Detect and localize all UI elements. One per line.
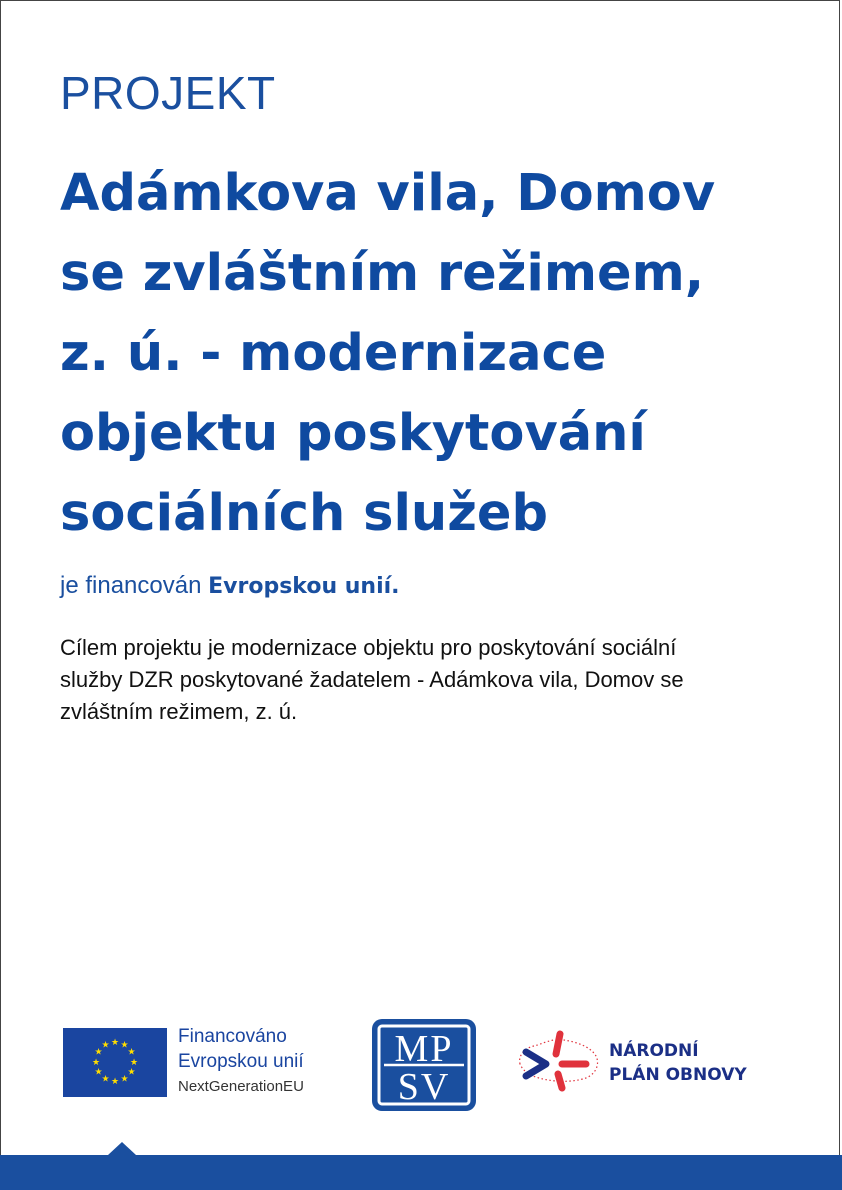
page-kicker: PROJEKT (60, 67, 276, 119)
eu-logo-line3: NextGenerationEU (178, 1078, 304, 1095)
mpsv-logo (372, 1019, 476, 1111)
svg-text:★: ★ (110, 1077, 120, 1087)
mpsv-logo-icon (372, 1019, 476, 1111)
title-line: z. ú. - modernizace (60, 324, 607, 383)
project-title (60, 154, 820, 554)
title-line: se zvláštním režimem, (60, 244, 705, 303)
svg-text:★: ★ (120, 1074, 129, 1085)
svg-text:★: ★ (110, 1038, 120, 1048)
svg-text:★: ★ (129, 1058, 139, 1068)
npo-logo-line2: PLÁN OBNOVY (609, 1065, 747, 1085)
narodni-plan-obnovy-icon (512, 1026, 602, 1092)
npo-logo-line1: NÁRODNÍ (609, 1041, 699, 1061)
description-line: zvláštním režimem, z. ú. (60, 699, 298, 724)
title-line: objektu poskytování (60, 404, 646, 463)
eu-funding-logo-text (178, 1024, 304, 1098)
description-line: služby DZR poskytované žadatelem - Adámkova vila, Domov se (60, 667, 684, 692)
svg-text:MP: MP (394, 1028, 454, 1070)
eu-stars-icon (63, 1028, 167, 1097)
funding-emphasis: Evropskou unií. (208, 574, 400, 599)
svg-text:★: ★ (94, 1067, 103, 1078)
svg-text:★: ★ (127, 1047, 136, 1058)
svg-text:SV: SV (397, 1066, 451, 1108)
svg-text:★: ★ (91, 1058, 101, 1068)
svg-text:★: ★ (94, 1047, 103, 1058)
svg-text:★: ★ (127, 1067, 136, 1078)
npo-logo-text (609, 1039, 747, 1087)
title-line: sociálních služeb (60, 484, 549, 543)
footer-bar (0, 1155, 842, 1190)
funding-statement (60, 572, 400, 600)
eu-logo-line2: Evropskou unií (178, 1051, 304, 1072)
description-line: Cílem projektu je modernizace objektu pro poskytování sociální (60, 635, 677, 660)
svg-text:★: ★ (120, 1040, 129, 1051)
svg-text:★: ★ (101, 1074, 110, 1085)
eu-logo-line1: Financováno (178, 1026, 287, 1047)
funding-prefix: je financován (60, 572, 209, 599)
project-description (60, 632, 800, 728)
svg-text:★: ★ (101, 1040, 110, 1051)
eu-flag-icon (63, 1028, 167, 1097)
footer-notch (108, 1142, 136, 1155)
title-line: Adámkova vila, Domov (60, 164, 716, 223)
